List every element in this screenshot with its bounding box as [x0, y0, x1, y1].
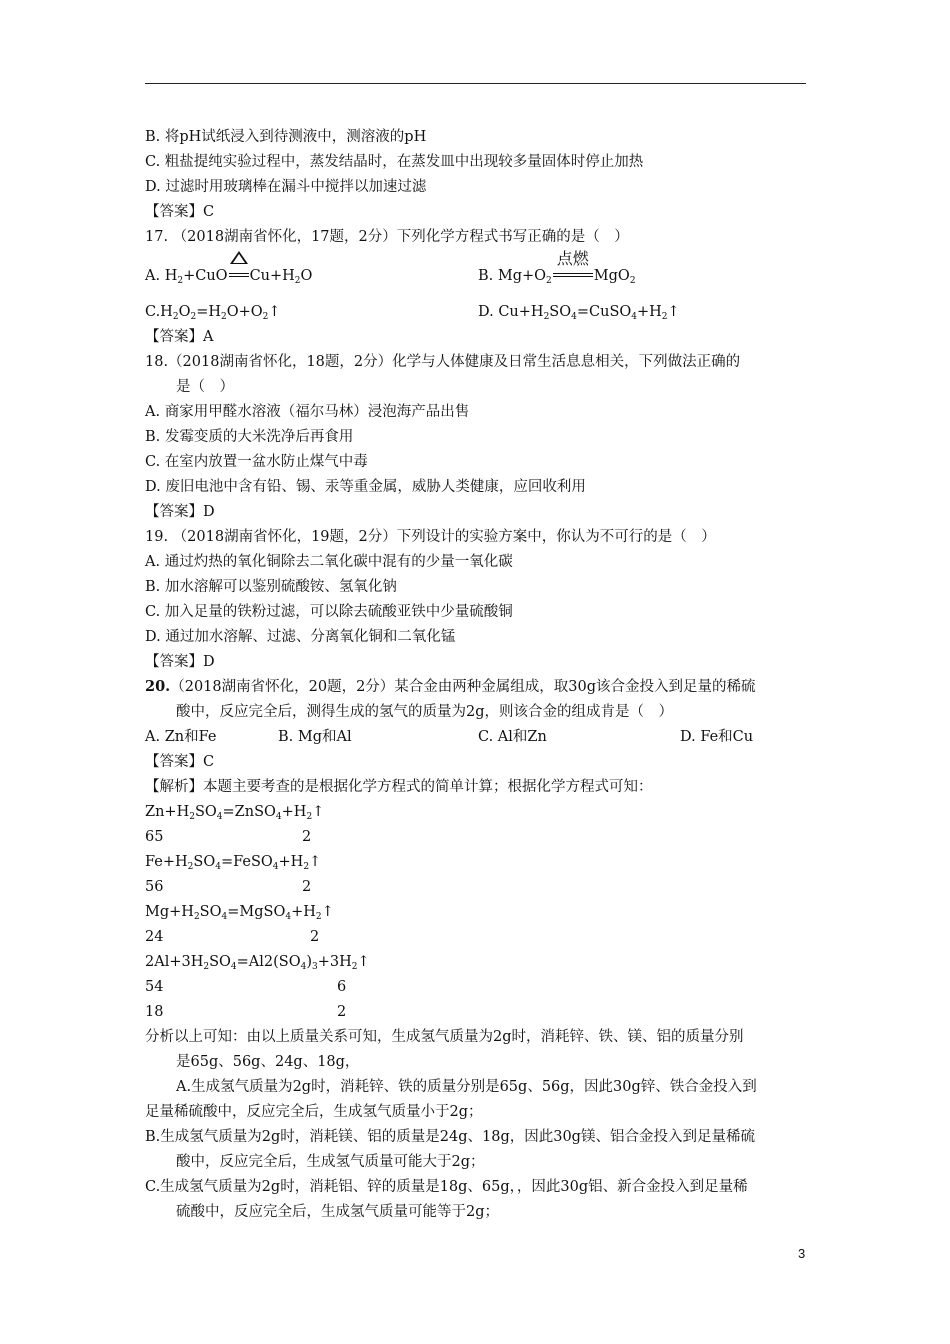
q20-option-a: A. Zn和Fe	[145, 729, 217, 745]
q17-answer: 【答案】A	[145, 329, 214, 345]
q19-option-b: B. 加水溶解可以鉴别硫酸铵、氢氧化钠	[145, 579, 397, 595]
q20-option-c: C. Al和Zn	[478, 729, 547, 745]
q18-stem-cont: 是（ ）	[176, 379, 234, 395]
q20-option-b: B. Mg和Al	[278, 729, 352, 745]
analysis-a: A.生成氢气质量为2g时，消耗锌、铁的质量分别是65g、56g，因此30g锌、铁合金投入到	[176, 1079, 757, 1095]
q19-option-d: D. 通过加水溶解、过滤、分离氧化铜和二氧化锰	[145, 629, 456, 645]
heat-condition-symbol	[228, 267, 250, 285]
q16-option-b: B. 将pH试纸浸入到待测液中，测溶液的pH	[145, 129, 427, 145]
equation-fe: $Fe+H_2SO_4=FeSO_4+H_2↑$	[145, 854, 322, 872]
q17-stem: 17. （2018湖南省怀化，17题，2分）下列化学方程式书写正确的是（ ）	[145, 229, 629, 245]
mass-h2-5: 2	[337, 1004, 347, 1020]
equation-zn: $Zn+H_2SO_4=ZnSO_4+H_2↑$	[145, 804, 325, 822]
q18-stem: 18.（2018湖南省怀化，18题，2分）化学与人体健康及日常生活息息相关，下列做法正确的	[145, 354, 741, 370]
analysis-c-cont: 硫酸中，反应完全后，生成氢气质量可能等于2g；	[176, 1204, 500, 1220]
mass-h2-4: 6	[337, 979, 347, 995]
q18-option-a: A. 商家用甲醛水溶液（福尔马林）浸泡海产品出售	[145, 404, 470, 420]
mass-zn: 65	[145, 829, 164, 845]
mass-h2-2: 2	[302, 879, 312, 895]
q20-stem-cont: 酸中，反应完全后，测得生成的氢气的质量为2g，则该合金的组成肯是（ ）	[176, 704, 674, 720]
analysis-summary-cont: 是65g、56g、24g、18g，	[176, 1054, 360, 1070]
q18-option-c: C. 在室内放置一盆水防止煤气中毒	[145, 454, 368, 470]
mass-h2-3: 2	[310, 929, 320, 945]
q19-option-a: A. 通过灼热的氧化铜除去二氧化碳中混有的少量一氧化碳	[145, 554, 513, 570]
q18-option-d: D. 废旧电池中含有铅、锡、汞等重金属，威胁人类健康，应回收利用	[145, 479, 586, 495]
q17-option-c: $C.H_2O_2=H_2O+O_2↑$	[145, 304, 281, 322]
ignite-condition: 点燃	[552, 267, 594, 285]
header-rule	[145, 83, 806, 84]
q19-option-c: C. 加入足量的铁粉过滤，可以除去硫酸亚铁中少量硫酸铜	[145, 604, 513, 620]
equation-al: $2Al+3H_2SO_4=Al2(SO_4)_3+3H_2↑$	[145, 954, 370, 972]
q16-option-c: C. 粗盐提纯实验过程中，蒸发结晶时，在蒸发皿中出现较多量固体时停止加热	[145, 154, 644, 170]
q20-stem: 20.（2018湖南省怀化，20题，2分）某合金由两种金属组成，取30g该合金投入到足量的稀硫	[145, 678, 756, 695]
page-number: 3	[798, 1246, 806, 1261]
triangle-icon	[230, 251, 248, 264]
q17-option-d: D. $Cu+H_2SO_4=CuSO_4+H_2↑$	[478, 304, 680, 322]
mass-al-reduced: 18	[145, 1004, 164, 1020]
mass-al: 54	[145, 979, 164, 995]
q16-option-d: D. 过滤时用玻璃棒在漏斗中搅拌以加速过滤	[145, 179, 427, 195]
q19-answer: 【答案】D	[145, 654, 215, 670]
q16-answer: 【答案】C	[145, 204, 215, 220]
analysis-summary: 分析以上可知：由以上质量关系可知，生成氢气质量为2g时，消耗锌、铁、镁、铝的质量分别	[145, 1029, 744, 1045]
q18-option-b: B. 发霉变质的大米洗净后再食用	[145, 429, 354, 445]
mass-mg: 24	[145, 929, 164, 945]
mass-fe: 56	[145, 879, 164, 895]
analysis-a-cont: 足量稀硫酸中，反应完全后，生成氢气质量小于2g；	[145, 1104, 483, 1120]
equation-mg: $Mg+H_2SO_4=MgSO_4+H_2↑$	[145, 904, 334, 922]
analysis-b: B.生成氢气质量为2g时，消耗镁、铝的质量是24g、18g，因此30g镁、铝合金投入到足量稀硫	[145, 1129, 755, 1145]
q17-option-a: A. $H_2+CuO$ $Cu+H_2O$	[145, 267, 312, 285]
analysis-b-cont: 酸中，反应完全后，生成氢气质量可能大于2g；	[176, 1154, 485, 1170]
q17-option-b: B. $Mg+O_2$ 点燃 MgO$_2$	[478, 249, 636, 286]
mass-h2-1: 2	[302, 829, 312, 845]
q20-analysis-intro: 【解析】本题主要考查的是根据化学方程式的简单计算；根据化学方程式可知：	[145, 779, 653, 795]
q20-option-d: D. Fe和Cu	[680, 729, 754, 745]
q19-stem: 19. （2018湖南省怀化，19题，2分）下列设计的实验方案中，你认为不可行的是（ ）	[145, 529, 716, 545]
q18-answer: 【答案】D	[145, 504, 215, 520]
q20-answer: 【答案】C	[145, 754, 215, 770]
analysis-c: C.生成氢气质量为2g时，消耗铝、锌的质量是18g、65g，，因此30g铝、新合金投入到足量稀	[145, 1179, 748, 1195]
